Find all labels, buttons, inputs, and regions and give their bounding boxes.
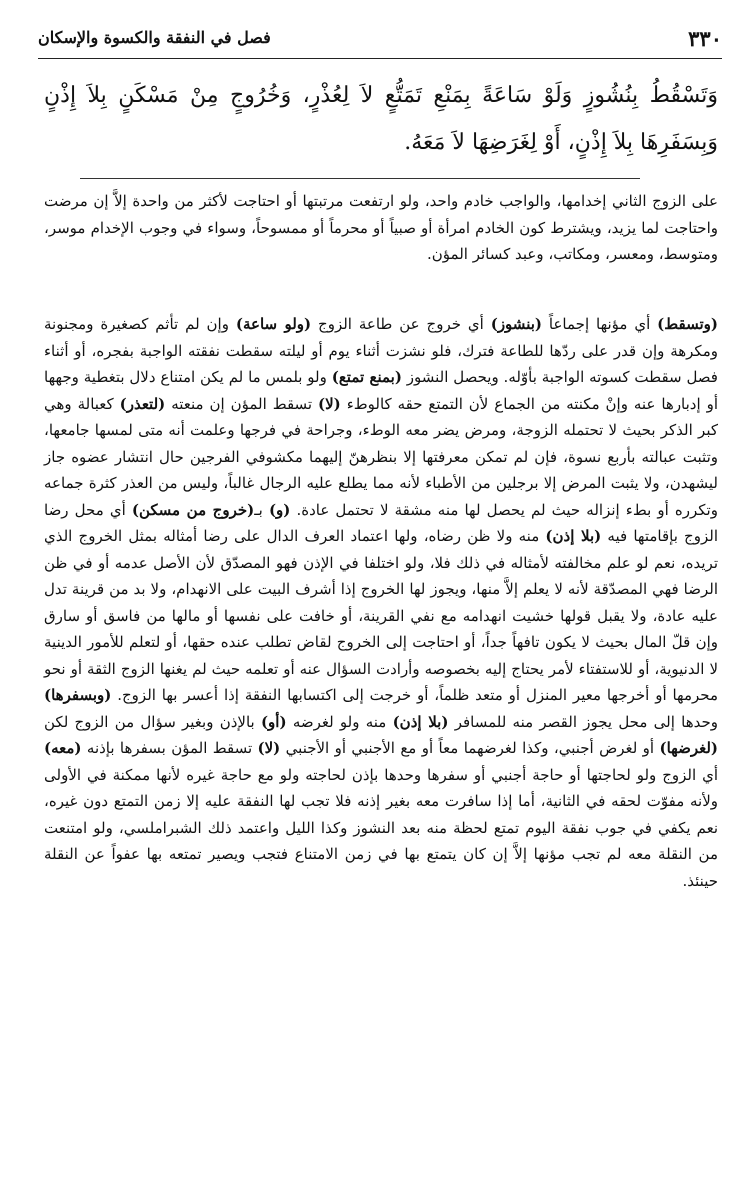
matn-keyword: (و) xyxy=(268,500,291,519)
page-header xyxy=(38,26,722,59)
commentary-span: منه ولو لغرضه xyxy=(292,712,387,731)
commentary-continuation: على الزوج الثاني إخدامها، والواجب خادم واحد، ولو ارتفعت مرتبتها أو احتاجت لأكثر من واحدة إلاَّ إن مرضت واحتاجت لما يزيد، ويشترط كون الخادم امرأة أو صبياً أو محرماً أو ممسوحاً، وسواء في وجوب الإخدام موسر، ومتوسط، ومعسر، ومكاتب، وعبد كسائر المؤن. xyxy=(44,192,718,263)
commentary-span: تسقط المؤن إن منعته xyxy=(171,394,313,413)
commentary-span: تسقط المؤن بسفرها بإذنه xyxy=(86,739,253,757)
commentary-span: بالإذن وبغير سؤال من الزوج لكن xyxy=(44,712,255,731)
matn-keyword: (لتعذر) xyxy=(119,394,166,413)
matn-keyword: (لا) xyxy=(318,394,341,413)
matn-keyword: (وتسقط) xyxy=(657,315,718,333)
matn-keyword: (بلا إذن) xyxy=(392,712,449,731)
matn-keyword: (بمنع تمتع) xyxy=(331,368,402,386)
commentary-span: بـ xyxy=(254,500,263,519)
matn-keyword: (بنشوز) xyxy=(490,315,542,333)
matn-keyword: (معه) xyxy=(44,739,82,757)
commentary-main xyxy=(44,311,718,894)
commentary-span: أي الزوج ولو لحاجتها أو حاجة أجنبي أو سفرها وحدها بإذن لحاجته ولو مع حاجة غيره لأنها ممكنة في الأولى ولأنه مفوّت لحقه في الثانية، أما إذا سافرت معه بغير إذنه فلا تجب لها النفقة عليه إلا زمن التمتع دون غيره، نعم يكفي في جوب نفقة اليوم تمتع لحظة منه بعد النشوز وكذا الليل واعتمد ذلك الشبراملسي، ولو امتنعت من النقلة معه لم تجب مؤنها إلاَّ إن كان يتمتع بها في زمن الامتناع فتجب ويصير تمتعه بها عفواً عن النقلة حينئذ. xyxy=(44,765,718,890)
matn-keyword: (ولو ساعة) xyxy=(235,315,312,333)
commentary-span: أي مؤنها إجماعاً xyxy=(548,315,651,333)
commentary-span: كعبالة وهي كبر الذكر بحيث لا تحتمله الزوجة، ومرض يضر معه الوطء، وجراحة في فرجها وعلمت أنه متى لمسها جامعها، وتثبت عبالته بأربع نسوة، فإن لم تمكن معرفتها إلا بنظرهنّ إليهما مكشوفي الفرجين حال انتشار عضوه جاز ليشهدن، ولا يثبت المرض إلا برجلين من الأطباء لأنه مما يطلع عليه الرجال غالباً، وليس من العذر كثرة جماعه وتكرره أو بطء إنزاله حيث لم يحصل لها منه مشقة لا تحتمل عادة. xyxy=(44,394,718,519)
matn-keyword: (أو) xyxy=(260,712,287,731)
section-divider xyxy=(80,178,640,179)
matn-text: وَتَسْقُطُ بِنُشُوزٍ وَلَوْ سَاعَةً بِمَنْعِ تَمَتُّعٍ لاَ لِعُذْرٍ، وَخُرُوجٍ مِنْ مَسْكَنٍ بِلاَ إِذْنٍ وَبِسَفَرِهَا بِلاَ إِذْنٍ، أَوْ لِغَرَضِهَا لاَ مَعَهُ. xyxy=(44,83,718,155)
matn-keyword: (لا) xyxy=(257,739,281,757)
matn-keyword: (لغرضها) xyxy=(659,739,718,757)
commentary-span: أو لغرض أجنبي، وكذا لغرضهما معاً أو مع الأجنبي أو الأجنبي xyxy=(285,739,655,757)
commentary-span: أي خروج عن طاعة الزوج xyxy=(318,315,484,333)
commentary-span: منه ولا ظن رضاه، ولها اعتماد العرف الدال على رضا أمثاله بمثل الخروج الذي تريده، نعم لو علم مخالفته لأمثاله في ذلك فلا، ولو اختلفا في الإذن فهو المصدّق لأن الأصل عدمه أو في ظن الرضا فهي المصدّقة لأنه لا يعلم إلاَّ منها، ويجوز لها الخروج إذا أشرف البيت على الانهدام، ولا بد من قرينة تدل عليه عادة، ولا يقبل قولها خشيت انهدامه مع نفي القرينة، أو خافت على نفسها أو مالها من فاسق أو سارق وإن قلّ المال بحيث لا يكون تافهاً جداً، أو احتاجت إلى الخروج لقاض تطلب عنده حقها، أو لتعلم للأمور الدينية لا الدنيوية، أو للاستفتاء لأمر يحتاج إليه بخصوصه وأرادت السؤال عنه أو تعلمه حيث لم يغنها الزوج الثقة أو نحو محرمها أو أخرجها معير المنزل أو متعد ظلماً، أو خرجت إلى اكتسابها النفقة إذا أعسر بها الزوج. xyxy=(44,527,718,704)
matn-keyword: (وبسفرها) xyxy=(44,686,112,704)
matn-keyword: (خروج من مسكن) xyxy=(131,500,255,519)
commentary-span: وحدها إلى محل يجوز القصر منه للمسافر xyxy=(454,712,718,731)
page-number: ٣٣٠ xyxy=(688,26,722,51)
commentary-span: أي محل رضا الزوج بإقامتها فيه xyxy=(44,500,718,545)
running-title: فصل في النفقة والكسوة والإسكان xyxy=(38,28,271,47)
commentary-span: ولو بلمس ما لم يكن امتناع دلال بتغطية وجهها أو إدبارها عنه وإنْ مكنته من الجماع لأن التمتع حقه كالوطء xyxy=(44,368,718,413)
matn-keyword: (بلا إذن) xyxy=(545,527,602,545)
commentary-span: وإن لم تأثم كصغيرة ومجنونة ومكرهة وإن قدر على ردّها للطاعة فترك، فلو نشزت أثناء يوم أو ليلته سقطت نفقته الواجبة بفجره، أو أثناء فصل سقطت كسوته الواجبة بأوّله. ويحصل النشوز xyxy=(44,315,718,386)
